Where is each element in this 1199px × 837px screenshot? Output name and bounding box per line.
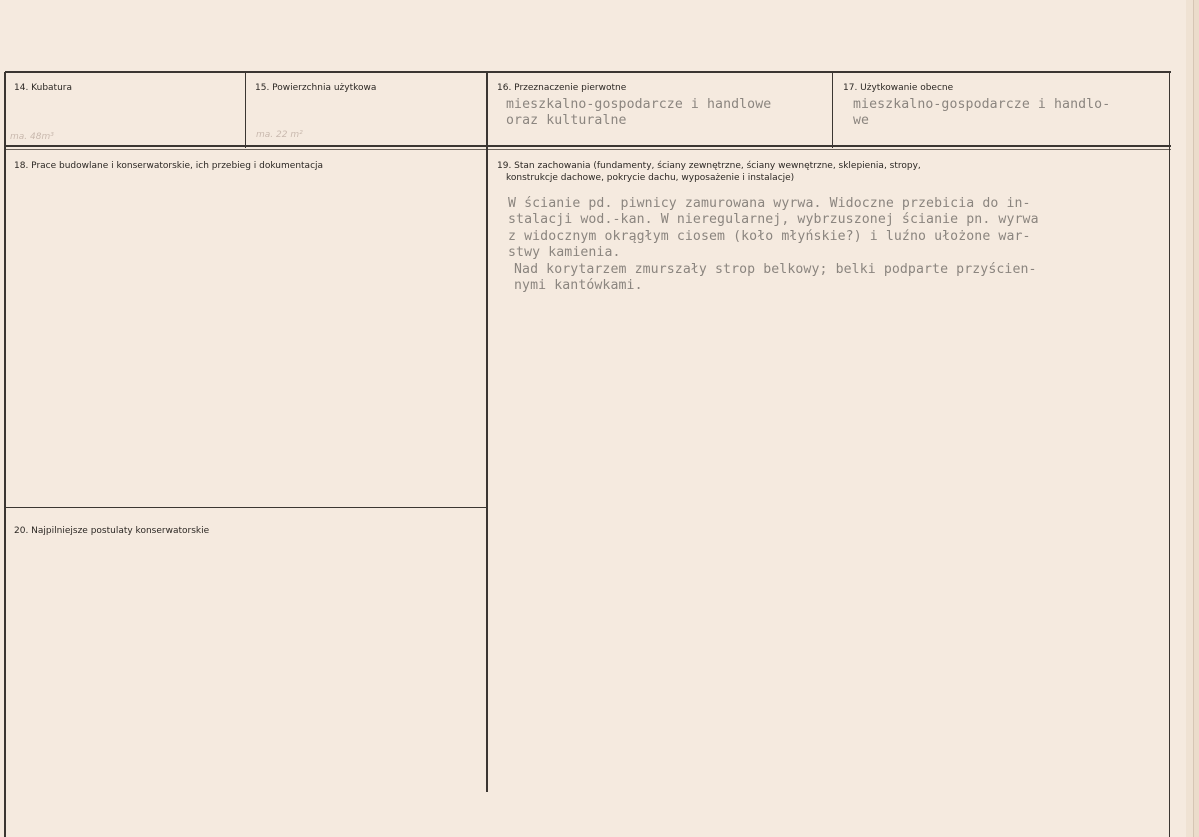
field-14-label: 14. Kubatura [14,83,73,93]
field-14-pencil-note: ma. 48m³ [10,132,54,142]
header-row-bottom-rule-thin [5,149,1171,150]
field-15-label: 15. Powierzchnia użytkowa [255,83,377,93]
col-divider-14-15 [245,72,246,148]
field-19-label-line-1: 19. Stan zachowania (fundamenty, ściany zewnętrzne, ściany wewnętrzne, sklepienia, stropy, [497,161,921,171]
stacked-sheet-edge-2 [1194,0,1199,837]
field-16-line-2: oraz kulturalne [506,113,627,128]
field-17-line-1: mieszkalno-gospodarcze i handlo- [853,97,1111,112]
right-border [1169,72,1170,837]
field-19-line-5: Nad korytarzem zmurszały strop belkowy; belki podparte przyścien- [514,262,1037,277]
field-18-label: 18. Prace budowlane i konserwatorskie, ich przebieg i dokumentacja [14,161,324,171]
header-row-bottom-rule [5,145,1171,147]
field-15-pencil-note: ma. 22 m² [256,130,303,140]
field-20-label: 20. Najpilniejsze postulaty konserwatorskie [14,526,210,536]
field-19-line-1: W ścianie pd. piwnicy zamurowana wyrwa. Widoczne przebicia do in- [508,196,1031,211]
field-19-line-4: stwy kamienia. [508,245,621,260]
field-19-line-6: nymi kantówkami. [514,278,643,293]
top-rule [5,71,1171,73]
field-18-20-divider [5,507,487,508]
field-17-label: 17. Użytkowanie obecne [843,83,954,93]
stacked-sheet-edge [1186,0,1194,837]
field-19-line-3: z widocznym okrągłym ciosem (koło młyńskie?) i luźno ułożone war- [508,229,1031,244]
col-divider-16-17 [832,72,833,148]
field-19-line-2: stalacji wod.-kan. W nieregularnej, wybrzuszonej ścianie pn. wyrwa [508,212,1039,227]
field-16-line-1: mieszkalno-gospodarcze i handlowe [506,97,772,112]
field-19-label-line-2: konstrukcje dachowe, pokrycie dachu, wyposażenie i instalacje) [506,173,795,183]
field-16-label: 16. Przeznaczenie pierwotne [497,83,627,93]
main-column-divider [486,72,488,792]
field-17-line-2: we [853,113,870,128]
left-border [4,72,6,837]
